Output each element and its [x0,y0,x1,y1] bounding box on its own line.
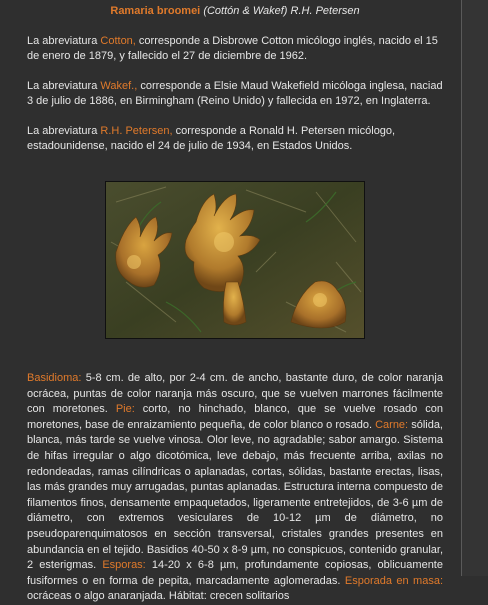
mushroom-photo [105,181,365,339]
species-title [27,4,443,19]
paragraph-text: corresponde a Elsie Maud Wakefield micóloga inglesa, naciad 3 de julio de 1886, en Birmingham (Reino Unido) y fallecida en 1972, en Inglaterra. [27,80,443,107]
abbreviation-link-petersen[interactable]: R.H. Petersen, [100,125,173,137]
mushroom-photo-image [106,182,364,338]
paragraph-text: corresponde a Disbrowe Cotton micólogo inglés, nacido el 15 de enero de 1879, y fallecido el 27 de diciembre de 1962. [27,35,438,62]
label-carne: Carne: [375,418,409,431]
text-esporas: 14-20 x 6-8 µm, profundamente copiosas, oblicuamente fusiformes o en forma de pepita, marcadamente aglomeradas. [27,559,443,587]
label-esporas: Esporas: [102,559,146,572]
text-esporada: ocráceas o algo anaranjada. Hábitat: crecen solitarios [27,590,290,603]
article-content [27,0,443,605]
text-carne: sólida, blanca, más tarde se vuelve vinosa. Olor leve, no agradable; sabor amargo. Sistema de hifas irregular o algo dicotómica, leve debajo, más frecuente arriba, axilas no redondeadas, ramas cilíndricas o aplanadas, cortas, sólidas, bastante erectas, lisas, las más grandes muy arrugadas, puntas aplanadas. Estructura interna compuesto de filamentos finos, densamente empaquetados, ligeramente entretejidos, de 3-6 µm de diámetro, con extremos vesiculares de 10-12 µm de diámetro, no pseudoparenquimatosos en sección transversal, cristales grandes presentes en abundancia en el tejido. Basidios 40-50 x 8-9 µm, no conspicuos, contenido granular, 2 esterigmas. [27,418,443,572]
label-basidioma: Basidioma: [27,372,82,384]
label-esporada: Esporada en masa: [344,574,443,587]
description-paragraph [27,371,443,605]
paragraph-prefix: La abreviatura [27,35,101,47]
author-paragraph-cotton [27,34,443,64]
paragraph-prefix: La abreviatura [27,80,101,92]
paragraph-text: corresponde a Ronald H. Petersen micólogo, estadounidense, nacido el 24 de julio de 1934, en Estados Unidos. [27,125,396,152]
text-pie: corto, no hinchado, blanco, que se vuelve rosado con moretones, base de enraizamiento pequeña, de color blanco o rosado. [27,403,444,431]
author-paragraph-wakef [27,79,443,109]
species-author: (Cottón & Wakef) R.H. Petersen [203,5,360,17]
species-name: Ramaria broomei [110,5,201,17]
label-pie: Pie: [115,403,135,416]
abbreviation-link-wakef[interactable]: Wakef., [100,80,138,92]
author-paragraph-petersen [27,124,443,154]
abbreviation-link-cotton[interactable]: Cotton, [100,35,136,47]
paragraph-prefix: La abreviatura [27,125,101,137]
text-basidioma: 5-8 cm. de alto, por 2-4 cm. de ancho, bastante duro, de color naranja ocrácea, puntas de color naranja más oscuro, que se vuelven marrones fácilmente con moretones. [27,372,443,416]
scrollbar-track[interactable] [462,0,488,576]
